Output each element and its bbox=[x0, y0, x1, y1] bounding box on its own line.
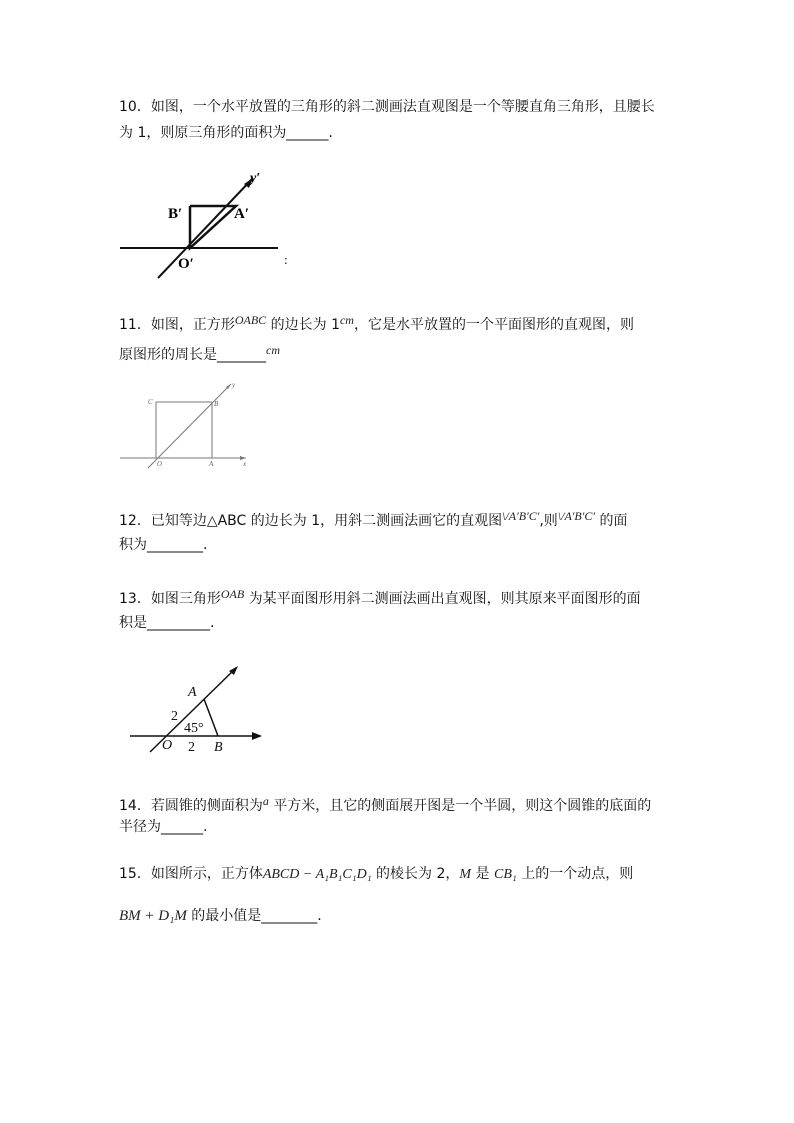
fig13-label-a: A bbox=[188, 685, 197, 700]
math-expr: BM + D₁M bbox=[119, 908, 187, 924]
fig11-label-b: B bbox=[214, 400, 219, 408]
fig11-label-c: C bbox=[148, 398, 153, 406]
math-cm: cm bbox=[339, 313, 354, 327]
fig13-label-b: B bbox=[214, 740, 223, 755]
math-cb1: CB₁ bbox=[494, 867, 517, 882]
question-14-line1: 14．若圆锥的侧面积为a 平方米，且它的侧面展开图是一个半圆，则这个圆锥的底面的 bbox=[119, 794, 652, 814]
fig13-label-o: O bbox=[162, 738, 173, 753]
question-12-line1: 12．已知等边△ABC 的边长为 1，用斜二测画法画它的直观图\/A′B′C′,则\/A′B′C′ 的面 bbox=[119, 509, 628, 529]
question-13-line1: 13．如图三角形OAB 为某平面图形用斜二测画法画出直观图，则其原来平面图形的面 bbox=[119, 587, 641, 607]
question-15-line2: BM + D₁M 的最小值是________. bbox=[119, 908, 322, 924]
math-triangle-1: \/A′B′C′ bbox=[502, 509, 540, 523]
fig11-label-x: x bbox=[243, 460, 247, 468]
figure-q11 bbox=[118, 378, 253, 473]
fig13-label-2a: 2 bbox=[171, 709, 178, 724]
question-15-line1: 15．如图所示，正方体ABCD − A₁B₁C₁D₁ 的棱长为 2，M 是 CB₁ 上的一个动点，则 bbox=[119, 866, 634, 882]
math-m: M bbox=[459, 867, 472, 882]
question-14-line2: 半径为______. bbox=[119, 819, 208, 835]
fig11-label-y: y bbox=[232, 381, 236, 389]
question-11-line2: 原图形的周长是_______cm bbox=[119, 343, 280, 363]
question-13-line2: 积是_________. bbox=[119, 615, 215, 631]
math-cm2: cm bbox=[266, 343, 280, 357]
math-oab: OAB bbox=[220, 587, 245, 601]
fig13-label-2b: 2 bbox=[188, 740, 195, 755]
fig10-label-o: O′ bbox=[178, 256, 194, 272]
fig11-label-a: A bbox=[209, 460, 214, 468]
math-oabc: OABC bbox=[234, 313, 267, 327]
figure-q10 bbox=[118, 168, 298, 283]
fig10-label-a: A′ bbox=[234, 206, 250, 222]
figure-q13 bbox=[128, 664, 268, 756]
math-a: a bbox=[262, 794, 269, 808]
question-10-line2: 为 1，则原三角形的面积为______. bbox=[119, 125, 333, 141]
fig10-label-x: : bbox=[284, 252, 288, 267]
math-cube: ABCD − A₁B₁C₁D₁ bbox=[262, 867, 372, 882]
fig11-label-o: O bbox=[157, 460, 163, 468]
question-10-line1: 10．如图，一个水平放置的三角形的斜二测画法直观图是一个等腰直角三角形，且腰长 bbox=[119, 99, 655, 115]
fig13-label-angle: 45° bbox=[184, 721, 204, 736]
question-11-line1: 11．如图，正方形OABC 的边长为 1cm，它是水平放置的一个平面图形的直观图，则 bbox=[119, 313, 634, 333]
fig10-label-b: B′ bbox=[168, 206, 183, 222]
math-triangle-2: \/A′B′C′ bbox=[557, 509, 595, 523]
fig10-label-y: y′ bbox=[250, 171, 261, 186]
question-12-line2: 积为________. bbox=[119, 537, 208, 553]
